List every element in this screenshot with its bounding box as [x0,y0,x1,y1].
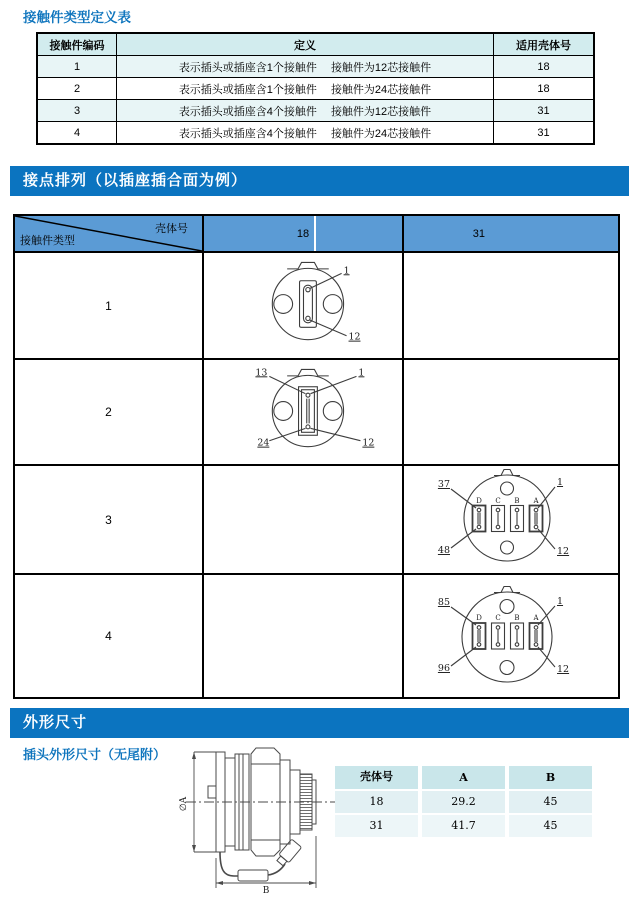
section-banner-outline-dimensions: 外形尺寸 [10,708,629,738]
dim-header-shell: 壳体号 [335,766,418,789]
matrix-row-header-4: 4 [15,575,204,697]
table-row [37,100,594,122]
contact-code: 4 [37,122,117,145]
pin-label: 1 [343,265,350,277]
pin-label: 12 [348,331,361,343]
insert-label: C [495,614,501,622]
contact-code: 3 [37,100,117,122]
diagram-cell-type2-shell18 [204,360,404,466]
connector-face-diagram-type3 [404,465,618,574]
definition [117,122,494,145]
definition-part1: 表示插头或插座含4个接触件 [178,127,317,140]
pin-label: 37 [437,479,450,490]
definition [117,78,494,100]
header-sub-divider [314,216,316,251]
matrix-row-header-2: 2 [15,360,204,466]
empty-cell [404,253,618,360]
dim-cell-b: 45 [509,791,592,813]
dim-cell-a: 29.2 [422,791,505,813]
diagram-cell-type3-shell31 [404,466,618,575]
definition [117,100,494,122]
shell-number: 18 [494,78,595,100]
shell-number: 31 [494,100,595,122]
empty-cell [204,466,404,575]
pin-label: 24 [257,437,270,449]
definition-part2: 接触件为12芯接触件 [330,61,432,74]
contact-arrangement-matrix [13,214,620,699]
pin-label: 96 [437,663,450,674]
table-row [37,78,594,100]
pin-label: 48 [437,545,450,556]
insert-label: A [533,497,539,505]
insert-label: C [495,497,501,505]
dim-label-diameter-a: ∅A [179,796,189,812]
plug-outline-subtitle: 插头外形尺寸（无尾附） [23,747,167,762]
connector-face-diagram-type2 [204,359,402,465]
table-row [37,122,594,145]
empty-cell [204,575,404,697]
dim-cell-shell: 31 [335,815,418,837]
matrix-corner-cell [15,216,204,253]
col-header-label: 31 [472,227,486,240]
dim-cell-b: 45 [509,815,592,837]
definition-part1: 表示插头或插座含1个接触件 [178,61,317,74]
pin-label: 85 [437,597,450,608]
matrix-row-header-1: 1 [15,253,204,360]
pin-label: 12 [362,437,375,449]
dim-header-a: A [422,766,505,789]
section-banner-contact-arrangement: 接点排列（以插座插合面为例） [10,166,629,196]
page-title: 接触件类型定义表 [23,10,131,25]
connector-face-diagram-type4 [404,575,618,697]
pin-label: 1 [557,596,564,607]
corner-label-contact-type: 接触件类型 [20,235,75,247]
contact-code: 1 [37,56,117,78]
definition-part1: 表示插头或插座含1个接触件 [178,83,317,96]
definition-part1: 表示插头或插座含4个接触件 [178,105,317,118]
pin-label: 12 [557,664,570,675]
shell-number: 18 [494,56,595,78]
insert-label: A [533,614,539,622]
matrix-row-header-3: 3 [15,466,204,575]
matrix-col-header-31 [404,216,618,253]
col-header-label: 18 [296,227,310,240]
pin-label: 1 [557,477,564,488]
definition-part2: 接触件为12芯接触件 [330,105,432,118]
definition [117,56,494,78]
diagram-cell-type1-shell18 [204,253,404,360]
pin-label: 1 [358,367,365,379]
dim-cell-a: 41.7 [422,815,505,837]
header-contact-code: 接触件编码 [37,33,117,56]
insert-label: D [476,497,482,505]
pin-label: 12 [557,546,570,557]
dim-header-b: B [509,766,592,789]
insert-label: D [476,614,482,622]
plug-outline-drawing [172,740,350,898]
contact-code: 2 [37,78,117,100]
header-definition: 定义 [117,33,494,56]
contact-definition-table [36,32,595,145]
dim-label-b: B [262,886,270,896]
table-row [37,56,594,78]
diagram-cell-type4-shell31 [404,575,618,697]
empty-cell [404,360,618,466]
insert-label: B [514,497,520,505]
plug-dimension-table [335,766,592,837]
definition-part2: 接触件为24芯接触件 [330,127,432,140]
definition-part2: 接触件为24芯接触件 [330,83,432,96]
matrix-col-header-18 [204,216,404,253]
pin-label: 13 [255,367,268,379]
corner-label-shell: 壳体号 [155,223,188,235]
insert-label: B [514,614,520,622]
header-shell-number: 适用壳体号 [494,33,595,56]
dim-cell-shell: 18 [335,791,418,813]
shell-number: 31 [494,122,595,145]
connector-face-diagram-type1 [204,252,402,359]
table-header-row [37,33,594,56]
